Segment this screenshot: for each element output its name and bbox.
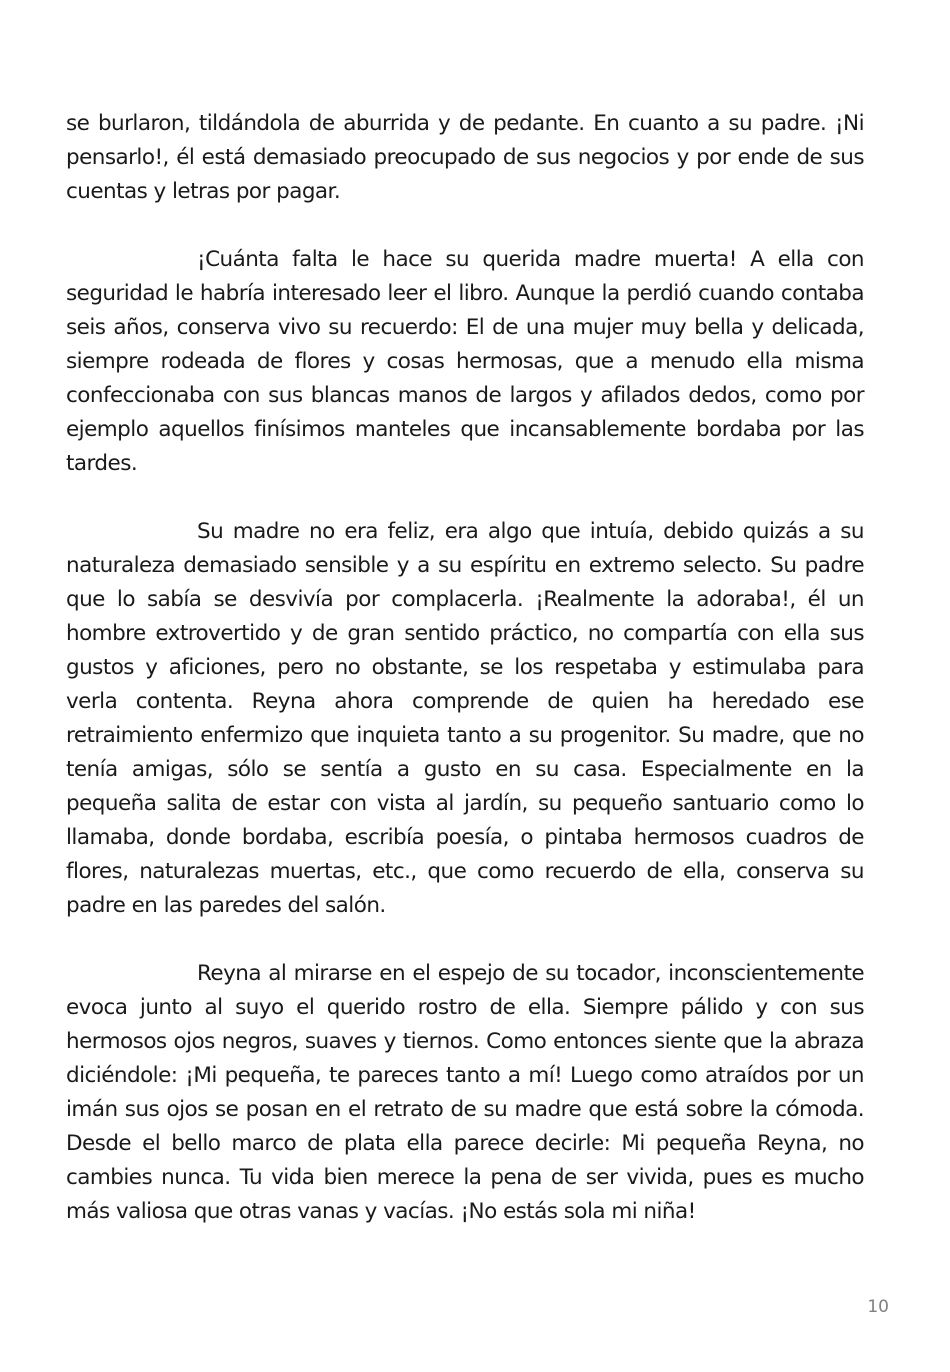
paragraph-4: Reyna al mirarse en el espejo de su tocador, inconscientemente evoca junto al suyo el querido rostro de ella. Siempre pálido y con sus hermosos ojos negros, suaves y tiernos. Como entonces siente que la abraza diciéndole: ¡Mi pequeña, te pareces tanto a mí! Luego como atraídos por un imán sus ojos se posan en el retrato de su madre que está sobre la cómoda. Desde el bello marco de plata ella parece decirle: Mi pequeña Reyna, no cambies nunca. Tu vida bien merece la pena de ser vivida, pues es mucho más valiosa que otras vanas y vacías. ¡No estás sola mi niña! [66,961,864,1224]
paragraph-3: Su madre no era feliz, era algo que intuía, debido quizás a su naturaleza demasiado sensible y a su espíritu en extremo selecto. Su padre que lo sabía se desvivía por complacerla. ¡Realmente la adoraba!, él un hombre extrovertido y de gran sentido práctico, no compartía con ella sus gustos y aficiones, pero no obstante, se los respetaba y estimulaba para verla contenta. Reyna ahora comprende de quien ha heredado ese retraimiento enfermizo que inquieta tanto a su progenitor. Su madre, que no tenía amigas, sólo se sentía a gusto en su casa. Especialmente en la pequeña salita de estar con vista al jardín, su pequeño santuario como lo llamaba, donde bordaba, escribía poesía, o pintaba hermosos cuadros de flores, naturalezas muertas, etc., que como recuerdo de ella, conserva su padre en las paredes del salón. [66,519,864,918]
page-number: 10 [867,1297,889,1317]
paragraph-2: ¡Cuánta falta le hace su querida madre muerta! A ella con seguridad le habría interesado leer el libro. Aunque la perdió cuando contaba seis años, conserva vivo su recuerdo: El de una mujer muy bella y delicada, siempre rodeada de flores y cosas hermosas, que a menudo ella misma confeccionaba con sus blancas manos de largos y afilados dedos, como por ejemplo aquellos finísimos manteles que incansablemente bordaba por las tardes. [66,247,864,476]
paragraph-1: se burlaron, tildándola de aburrida y de pedante. En cuanto a su padre. ¡Ni pensarlo!, él está demasiado preocupado de sus negocios y por ende de sus cuentas y letras por pagar. [66,111,864,204]
body-text [66,107,864,1229]
